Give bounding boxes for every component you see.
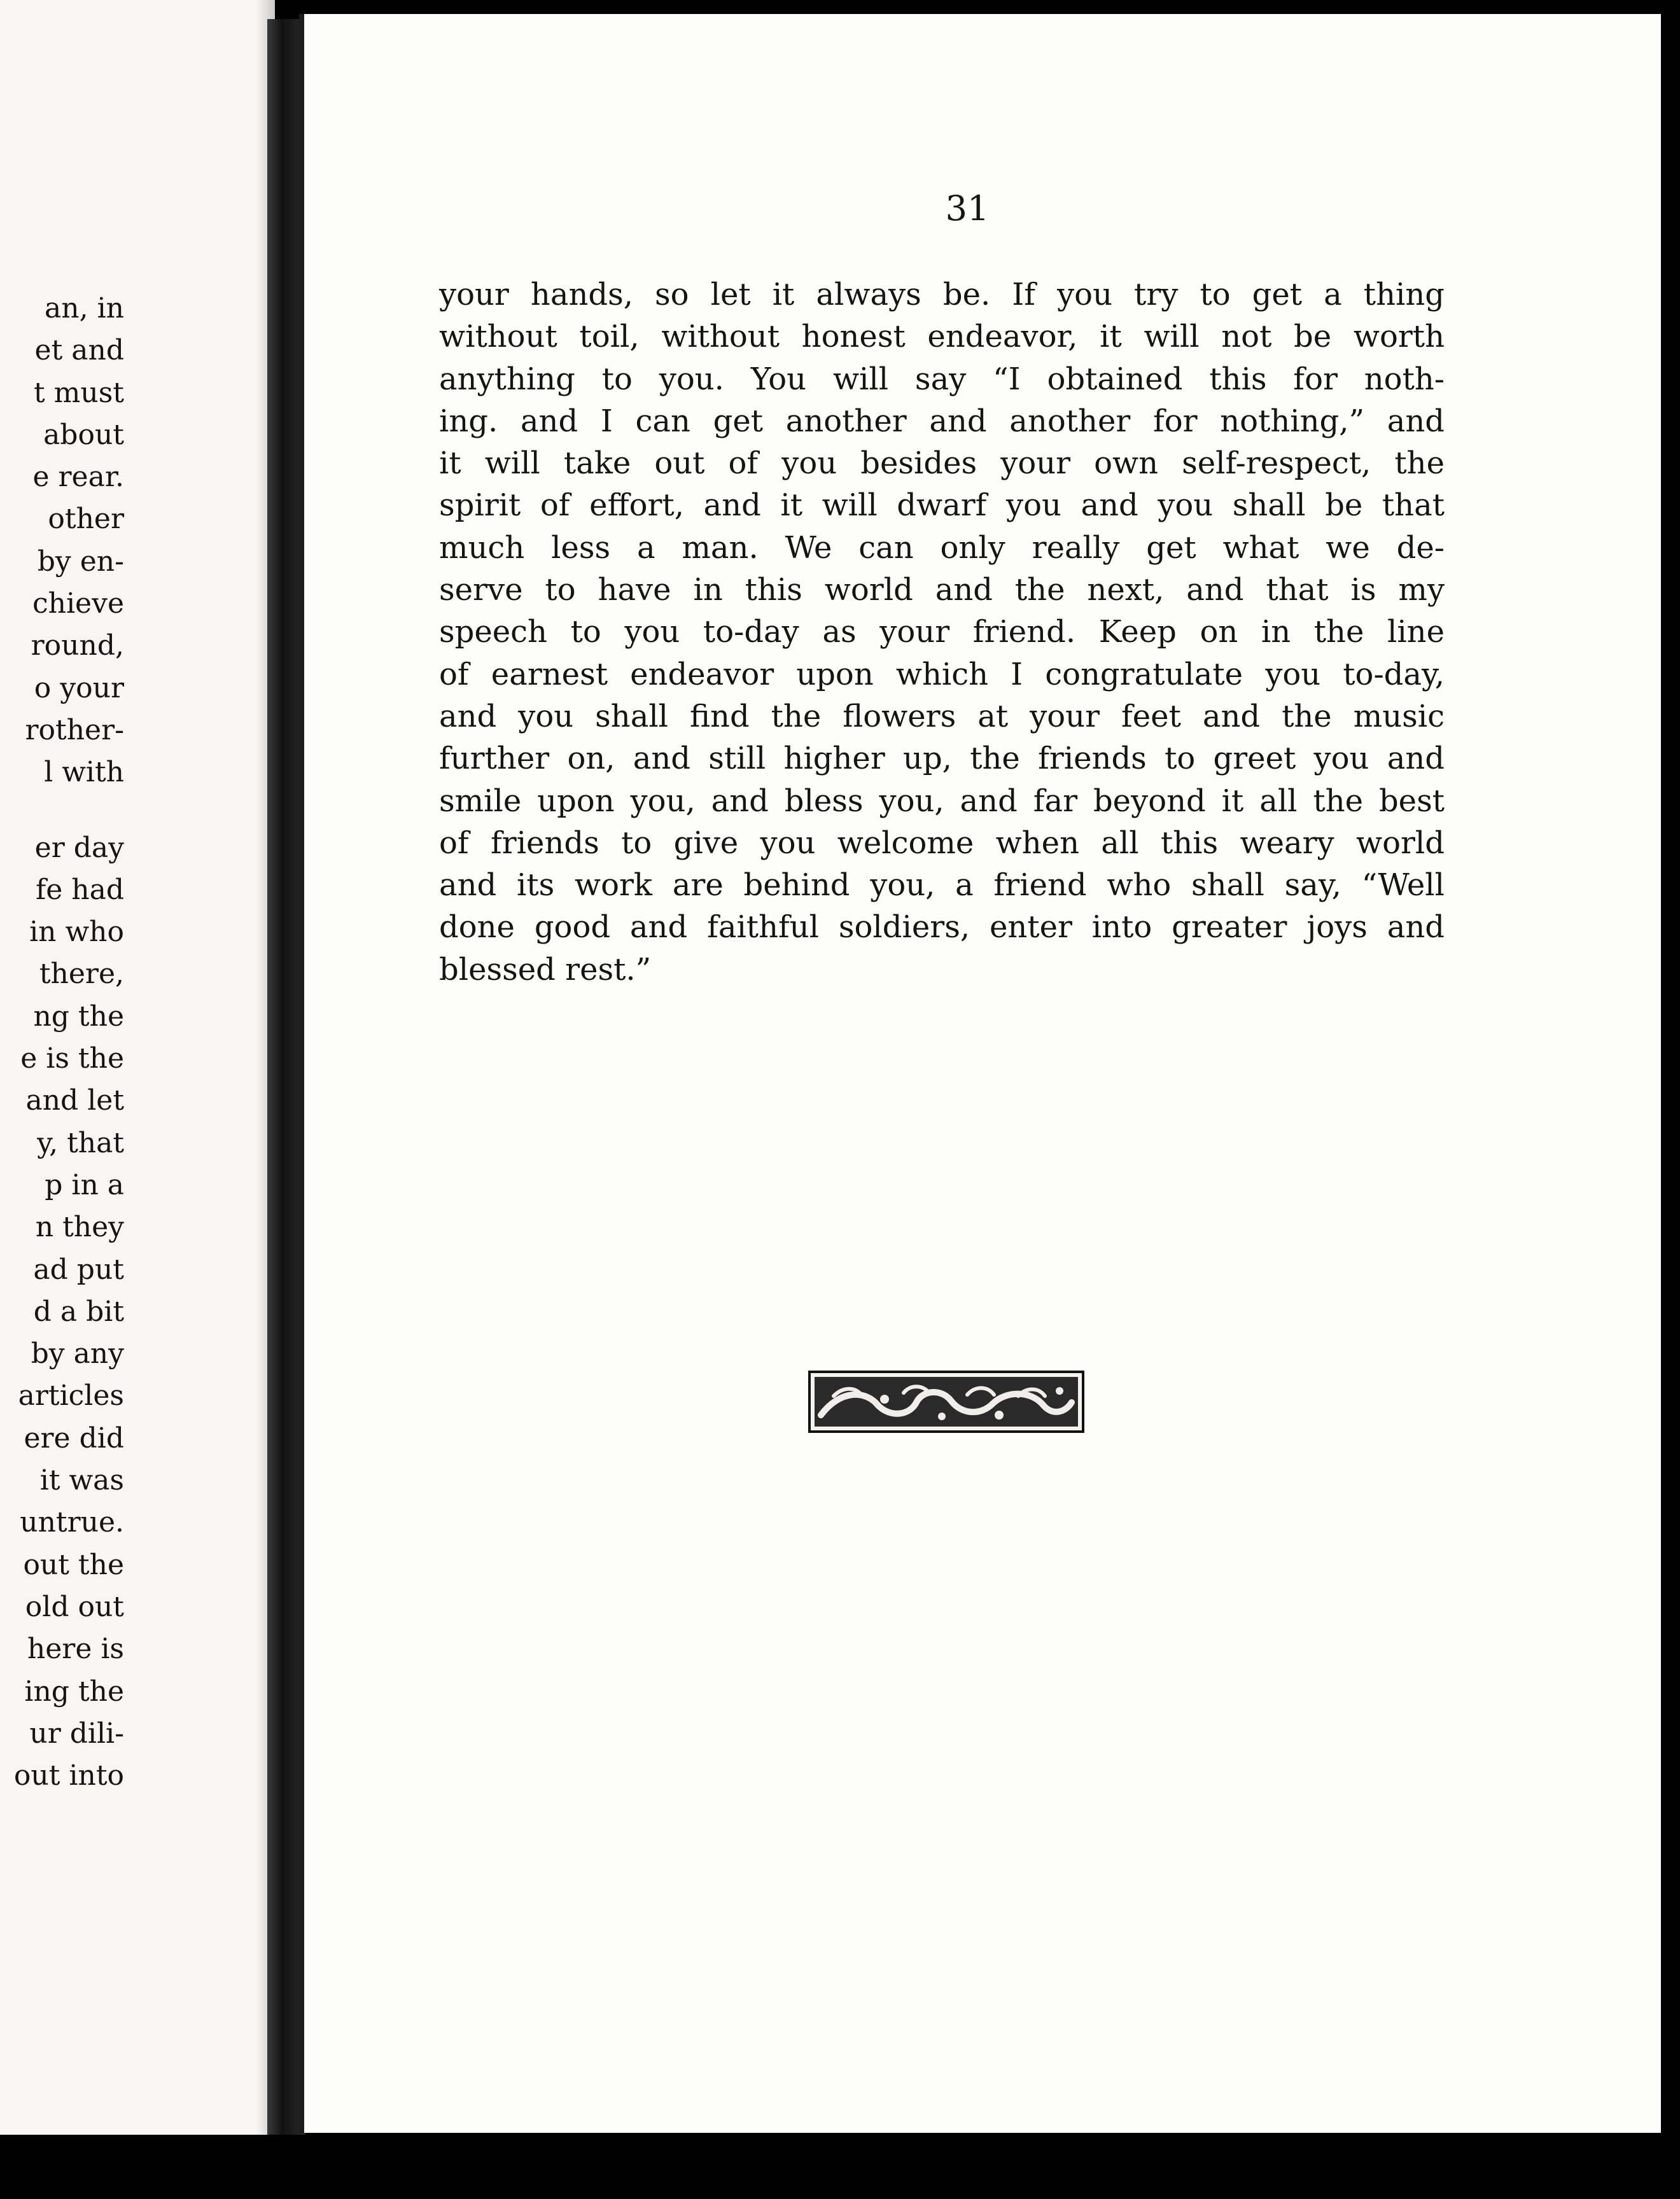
body-paragraph (439, 274, 1445, 991)
text-line: done good and faithful soldiers, enter into greater joys and (439, 909, 1445, 946)
text-line: of friends to give you welcome when all this weary world (439, 825, 1445, 861)
fragment-line: there, (39, 958, 124, 991)
fragment-line: fe had (35, 873, 124, 906)
fragment-line: untrue. (20, 1506, 124, 1539)
text-line: much less a man. We can only really get what we de- (439, 529, 1445, 566)
fragment-line: rother- (25, 713, 124, 746)
text-line: of earnest endeavor upon which I congratulate you to-day, (439, 656, 1445, 692)
fragment-line: n they (35, 1211, 124, 1244)
text-line: and you shall find the flowers at your feet and the music (439, 698, 1445, 734)
fragment-line: y, that (37, 1126, 124, 1159)
fragment-line: by any (31, 1337, 124, 1371)
fragment-line: ur dili- (29, 1717, 124, 1750)
text-line: ing. and I can get another and another for nothing,” and (439, 403, 1445, 439)
current-page (299, 14, 1661, 2133)
fragment-line: old out (25, 1590, 124, 1623)
page-edge (299, 14, 304, 2133)
fragment-line: e is the (20, 1042, 124, 1075)
fragment-line: e rear. (32, 461, 124, 494)
fragment-line: d a bit (33, 1295, 124, 1328)
fragment-line: other (48, 503, 124, 536)
fragment-line: ing the (24, 1675, 124, 1708)
fragment-line: chieve (32, 587, 124, 620)
fragment-line: by en- (37, 545, 124, 578)
fragment-line: here is (27, 1633, 124, 1666)
text-line: spirit of effort, and it will dwarf you and you shall be that (439, 487, 1445, 524)
fragment-line: out into (13, 1759, 124, 1792)
floral-vignette-icon (808, 1371, 1084, 1433)
text-line: without toil, without honest endeavor, it will not be worth (439, 319, 1445, 355)
text-line: smile upon you, and bless you, and far beyond it all the best (439, 783, 1445, 819)
text-line: your hands, so let it always be. If you try to get a thing (439, 277, 1445, 312)
text-line: serve to have in this world and the next, and that is my (439, 572, 1445, 608)
page-number: 31 (945, 188, 990, 228)
fragment-line: out the (23, 1548, 124, 1581)
fragment-line: about (43, 418, 124, 451)
fragment-line: et and (34, 334, 124, 367)
fragment-line: er day (34, 831, 124, 864)
fragment-line: l with (44, 756, 124, 789)
fragment-line: ere did (24, 1421, 124, 1455)
text-line: it will take out of you besides your own self-respect, the (439, 445, 1445, 482)
fragment-line: t must (34, 376, 124, 409)
text-line: blessed rest.” (439, 951, 652, 988)
text-line: and its work are behind you, a friend who shall say, “Well (439, 867, 1445, 904)
text-line: anything to you. You will say “I obtained this for noth- (439, 361, 1445, 397)
previous-page-text (0, 288, 124, 1797)
fragment-line: an, in (45, 292, 124, 325)
fragment-line: ad put (33, 1253, 124, 1286)
fragment-line: p in a (45, 1168, 124, 1201)
fragment-line: and let (25, 1084, 124, 1117)
previous-page (0, 0, 275, 2135)
fragment-line: in who (29, 916, 124, 949)
text-line: speech to you to-day as your friend. Keep on in the line (439, 614, 1445, 650)
fragment-line: round, (31, 629, 124, 662)
fragment-line: articles (18, 1379, 124, 1413)
fragment-line (0, 794, 124, 827)
text-line: further on, and still higher up, the friends to greet you and (439, 741, 1445, 777)
fragment-line: ng the (33, 1000, 124, 1033)
fragment-line: o your (34, 671, 124, 704)
fragment-line: it was (39, 1464, 124, 1497)
